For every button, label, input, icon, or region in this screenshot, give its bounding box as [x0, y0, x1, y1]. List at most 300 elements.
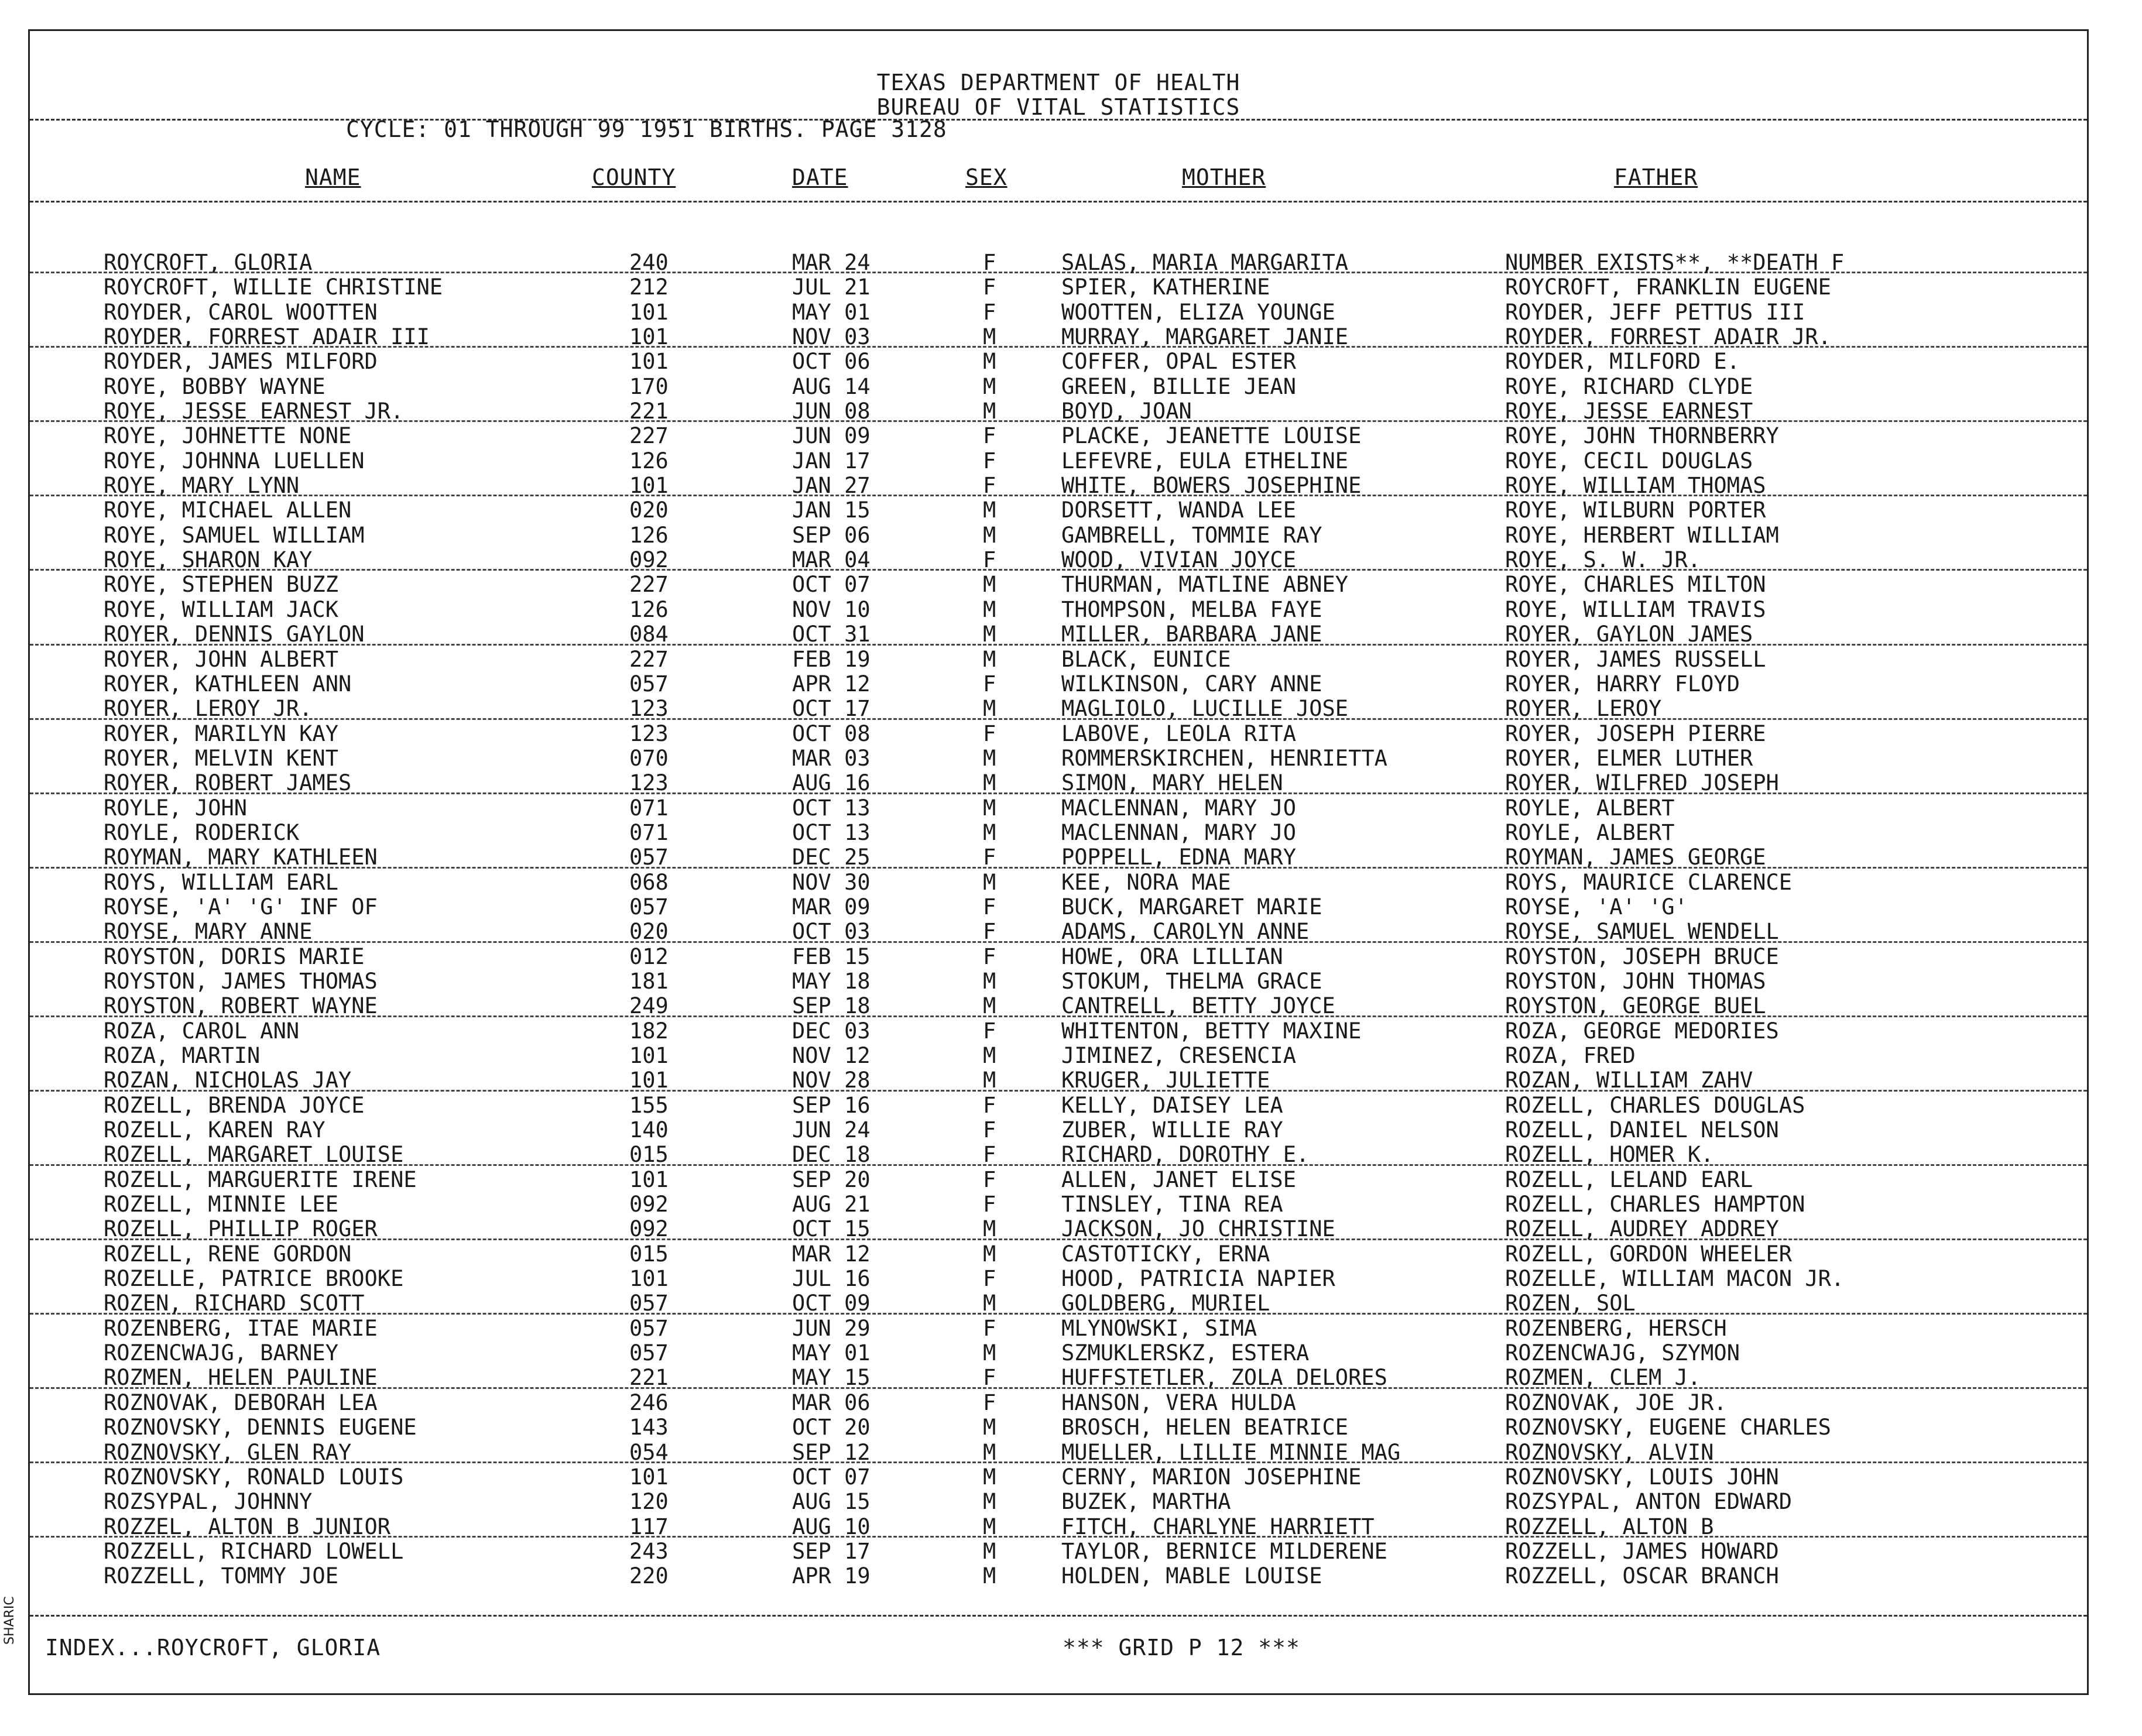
cell-mother: THOMPSON, MELBA FAYE — [1061, 596, 1322, 622]
cell-county: 101 — [629, 1167, 669, 1192]
cell-date: SEP 16 — [792, 1092, 870, 1118]
cell-father: ROYER, JAMES RUSSELL — [1505, 646, 1766, 672]
table-row — [30, 1042, 2087, 1066]
cell-date: JUN 08 — [792, 399, 870, 424]
cell-county: 101 — [629, 324, 669, 350]
cell-county: 020 — [629, 919, 669, 945]
cell-father: ROYE, CHARLES MILTON — [1505, 572, 1766, 598]
cell-sex: M — [983, 373, 996, 399]
cell-mother: ZUBER, WILLIE RAY — [1061, 1117, 1283, 1143]
cell-county: 070 — [629, 745, 669, 771]
cell-county: 068 — [629, 869, 669, 895]
cell-mother: COFFER, OPAL ESTER — [1061, 349, 1296, 375]
cell-name: ROZELL, PHILLIP ROGER — [104, 1216, 378, 1242]
table-row — [30, 843, 2087, 868]
cell-date: FEB 15 — [792, 944, 870, 969]
cell-father: ROZAN, WILLIAM ZAHV — [1505, 1068, 1753, 1093]
cell-county: 057 — [629, 1291, 669, 1316]
table-row — [30, 496, 2087, 521]
table-row — [30, 1066, 2087, 1091]
cell-mother: STOKUM, THELMA GRACE — [1061, 968, 1322, 994]
cell-county: 015 — [629, 1241, 669, 1267]
cell-name: ROYER, LEROY JR. — [104, 696, 313, 722]
cell-name: ROZZEL, ALTON B JUNIOR — [104, 1514, 391, 1539]
table-row — [30, 1166, 2087, 1191]
cell-date: OCT 31 — [792, 622, 870, 647]
cell-sex: M — [983, 498, 996, 523]
cell-name: ROZSYPAL, JOHNNY — [104, 1489, 313, 1515]
table-row — [30, 1463, 2087, 1488]
cell-father: ROZZELL, ALTON B — [1505, 1514, 1714, 1539]
cell-county: 101 — [629, 1043, 669, 1068]
cell-sex: M — [983, 622, 996, 647]
cell-name: ROYSE, MARY ANNE — [104, 919, 313, 945]
cell-county: 057 — [629, 1315, 669, 1341]
sharic-mark: SHARIC — [2, 1596, 17, 1645]
cell-county: 155 — [629, 1092, 669, 1118]
cell-name: ROYE, SHARON KAY — [104, 547, 313, 573]
cell-mother: THURMAN, MATLINE ABNEY — [1061, 572, 1349, 598]
cell-father: ROYE, WILLIAM THOMAS — [1505, 473, 1766, 499]
cell-date: MAR 04 — [792, 547, 870, 573]
cell-county: 126 — [629, 448, 669, 474]
cell-name: ROZMEN, HELEN PAULINE — [104, 1365, 378, 1391]
cell-date: MAR 09 — [792, 894, 870, 920]
cell-sex: F — [983, 894, 996, 920]
cell-county: 143 — [629, 1415, 669, 1440]
cell-mother: ROMMERSKIRCHEN, HENRIETTA — [1061, 745, 1387, 771]
cell-date: JAN 15 — [792, 498, 870, 523]
cell-date: DEC 03 — [792, 1018, 870, 1044]
cell-county: 012 — [629, 944, 669, 969]
cell-father: ROYER, JOSEPH PIERRE — [1505, 721, 1766, 746]
table-row — [30, 720, 2087, 745]
cell-father: ROYLE, ALBERT — [1505, 795, 1675, 821]
cell-date: OCT 07 — [792, 572, 870, 598]
cell-mother: BUCK, MARGARET MARIE — [1061, 894, 1322, 920]
cell-date: MAR 12 — [792, 1241, 870, 1267]
cell-sex: M — [983, 1068, 996, 1093]
cell-father: ROYER, WILFRED JOSEPH — [1505, 770, 1779, 796]
cell-county: 249 — [629, 993, 669, 1019]
cell-mother: KEE, NORA MAE — [1061, 869, 1231, 895]
cell-mother: SALAS, MARIA MARGARITA — [1061, 250, 1349, 275]
cell-father: ROZELL, GORDON WHEELER — [1505, 1241, 1793, 1267]
table-row — [30, 1141, 2087, 1168]
cell-county: 227 — [629, 646, 669, 672]
cell-county: 057 — [629, 1340, 669, 1366]
cell-mother: WILKINSON, CARY ANNE — [1061, 671, 1322, 697]
cell-name: ROZNOVAK, DEBORAH LEA — [104, 1390, 378, 1415]
cell-county: 057 — [629, 845, 669, 870]
record-sheet — [28, 29, 2089, 1695]
cell-county: 092 — [629, 547, 669, 573]
cell-mother: BLACK, EUNICE — [1061, 646, 1231, 672]
cell-date: MAY 01 — [792, 1340, 870, 1366]
cell-sex: M — [983, 869, 996, 895]
cell-name: ROYMAN, MARY KATHLEEN — [104, 845, 378, 870]
table-row — [30, 1389, 2087, 1413]
cell-sex: F — [983, 1315, 996, 1341]
cell-county: 101 — [629, 349, 669, 375]
cell-father: ROYE, JESSE EARNEST — [1505, 399, 1753, 424]
table-row — [30, 1364, 2087, 1391]
table-row — [30, 620, 2087, 645]
cell-father: ROYDER, JEFF PETTUS III — [1505, 299, 1805, 325]
cell-name: ROYLE, JOHN — [104, 795, 248, 821]
table-row — [30, 373, 2087, 397]
column-header-county: COUNTY — [592, 164, 676, 190]
cell-sex: F — [983, 1018, 996, 1044]
column-header-father: FATHER — [1614, 164, 1698, 190]
cell-sex: M — [983, 1464, 996, 1490]
cell-mother: JIMINEZ, CRESENCIA — [1061, 1043, 1296, 1068]
table-row — [30, 1562, 2087, 1587]
table-row — [30, 323, 2087, 348]
cell-sex: F — [983, 1390, 996, 1415]
cell-father: ROYER, GAYLON JAMES — [1505, 622, 1753, 647]
cell-date: NOV 03 — [792, 324, 870, 350]
cell-county: 221 — [629, 1365, 669, 1391]
cell-date: JUN 09 — [792, 423, 870, 449]
cell-county: 101 — [629, 1464, 669, 1490]
table-row — [30, 447, 2087, 472]
table-row — [30, 1413, 2087, 1438]
cell-name: ROYE, JOHNNA LUELLEN — [104, 448, 365, 474]
cell-date: NOV 10 — [792, 596, 870, 622]
cell-mother: KRUGER, JULIETTE — [1061, 1068, 1270, 1093]
cell-county: 015 — [629, 1142, 669, 1168]
table-row — [30, 273, 2087, 298]
cell-sex: M — [983, 1514, 996, 1539]
cell-father: ROZZELL, OSCAR BRANCH — [1505, 1563, 1779, 1589]
cell-father: ROYSE, 'A' 'G' — [1505, 894, 1688, 920]
cell-mother: ADAMS, CAROLYN ANNE — [1061, 919, 1310, 945]
cell-sex: F — [983, 547, 996, 573]
table-row — [30, 918, 2087, 945]
table-row — [30, 646, 2087, 670]
cell-date: AUG 14 — [792, 373, 870, 399]
cell-mother: LEFEVRE, EULA ETHELINE — [1061, 448, 1349, 474]
cell-mother: MILLER, BARBARA JANE — [1061, 622, 1322, 647]
cell-sex: M — [983, 1538, 996, 1564]
cell-county: 123 — [629, 721, 669, 746]
cell-date: APR 12 — [792, 671, 870, 697]
cell-county: 227 — [629, 423, 669, 449]
department-title: TEXAS DEPARTMENT OF HEALTH — [876, 70, 1240, 95]
cell-name: ROYE, JOHNETTE NONE — [104, 423, 352, 449]
cell-sex: M — [983, 1340, 996, 1366]
cell-mother: MLYNOWSKI, SIMA — [1061, 1315, 1257, 1341]
cell-mother: HOOD, PATRICIA NAPIER — [1061, 1266, 1335, 1292]
cell-sex: M — [983, 522, 996, 548]
cell-father: ROYMAN, JAMES GEORGE — [1505, 845, 1766, 870]
cell-name: ROYE, JESSE EARNEST JR. — [104, 399, 404, 424]
cell-date: MAR 03 — [792, 745, 870, 771]
cycle-page-info: CYCLE: 01 THROUGH 99 1951 BIRTHS. PAGE 3128 — [346, 116, 947, 142]
cell-date: NOV 12 — [792, 1043, 870, 1068]
table-row — [30, 522, 2087, 546]
cell-sex: M — [983, 596, 996, 622]
cell-sex: F — [983, 944, 996, 969]
cell-mother: WHITENTON, BETTY MAXINE — [1061, 1018, 1362, 1044]
table-row — [30, 571, 2087, 598]
cell-sex: M — [983, 324, 996, 350]
cell-father: ROYER, HARRY FLOYD — [1505, 671, 1740, 697]
cell-mother: PLACKE, JEANETTE LOUISE — [1061, 423, 1362, 449]
cell-name: ROYE, MARY LYNN — [104, 473, 300, 499]
cell-name: ROZELL, RENE GORDON — [104, 1241, 352, 1267]
cell-name: ROYCROFT, WILLIE CHRISTINE — [104, 275, 443, 300]
cell-county: 123 — [629, 770, 669, 796]
table-row — [30, 422, 2087, 447]
cell-father: ROZELLE, WILLIAM MACON JR. — [1505, 1266, 1845, 1292]
cell-father: ROYE, CECIL DOUGLAS — [1505, 448, 1753, 474]
cell-sex: F — [983, 299, 996, 325]
cell-sex: F — [983, 845, 996, 870]
cell-name: ROZA, MARTIN — [104, 1043, 261, 1068]
cell-date: SEP 18 — [792, 993, 870, 1019]
table-row — [30, 1191, 2087, 1215]
cell-county: 220 — [629, 1563, 669, 1589]
cell-date: DEC 25 — [792, 845, 870, 870]
cell-mother: GOLDBERG, MURIEL — [1061, 1291, 1270, 1316]
cell-sex: F — [983, 448, 996, 474]
cell-name: ROZZELL, TOMMY JOE — [104, 1563, 338, 1589]
cell-mother: CANTRELL, BETTY JOYCE — [1061, 993, 1335, 1019]
cell-father: ROYDER, FORREST ADAIR JR. — [1505, 324, 1831, 350]
table-row — [30, 596, 2087, 620]
cell-sex: F — [983, 1365, 996, 1391]
cell-date: MAY 18 — [792, 968, 870, 994]
cell-name: ROYE, WILLIAM JACK — [104, 596, 338, 622]
cell-sex: M — [983, 968, 996, 994]
cell-mother: LABOVE, LEOLA RITA — [1061, 721, 1296, 746]
cell-county: 084 — [629, 622, 669, 647]
cell-father: ROZENBERG, HERSCH — [1505, 1315, 1727, 1341]
table-row — [30, 769, 2087, 794]
cell-mother: WOOD, VIVIAN JOYCE — [1061, 547, 1296, 573]
table-row — [30, 1488, 2087, 1515]
table-row — [30, 695, 2087, 722]
cell-mother: GREEN, BILLIE JEAN — [1061, 373, 1296, 399]
cell-mother: SPIER, KATHERINE — [1061, 275, 1270, 300]
cell-county: 240 — [629, 250, 669, 275]
cell-county: 101 — [629, 1068, 669, 1093]
table-row — [30, 794, 2087, 819]
cell-mother: BROSCH, HELEN BEATRICE — [1061, 1415, 1349, 1440]
cell-father: ROZELL, AUDREY ADDREY — [1505, 1216, 1779, 1242]
cell-father: ROZELL, DANIEL NELSON — [1505, 1117, 1779, 1143]
cell-name: ROZELLE, PATRICE BROOKE — [104, 1266, 404, 1292]
cell-mother: ALLEN, JANET ELISE — [1061, 1167, 1296, 1192]
cell-sex: M — [983, 1439, 996, 1465]
cell-county: 182 — [629, 1018, 669, 1044]
cell-father: ROYS, MAURICE CLARENCE — [1505, 869, 1793, 895]
cell-mother: GAMBRELL, TOMMIE RAY — [1061, 522, 1322, 548]
cell-father: ROZNOVAK, JOE JR. — [1505, 1390, 1727, 1415]
cell-sex: M — [983, 819, 996, 845]
cell-name: ROZZELL, RICHARD LOWELL — [104, 1538, 404, 1564]
table-row — [30, 397, 2087, 422]
cell-county: 092 — [629, 1216, 669, 1242]
table-row — [30, 1265, 2087, 1292]
cell-sex: M — [983, 993, 996, 1019]
cell-date: SEP 12 — [792, 1439, 870, 1465]
cell-county: 020 — [629, 498, 669, 523]
table-row — [30, 968, 2087, 992]
cell-name: ROZA, CAROL ANN — [104, 1018, 300, 1044]
cell-county: 101 — [629, 299, 669, 325]
cell-father: ROYSTON, JOSEPH BRUCE — [1505, 944, 1779, 969]
cell-father: ROYER, ELMER LUTHER — [1505, 745, 1753, 771]
cell-date: SEP 06 — [792, 522, 870, 548]
cell-sex: M — [983, 646, 996, 672]
cell-mother: HANSON, VERA HULDA — [1061, 1390, 1296, 1415]
table-row — [30, 869, 2087, 893]
cell-mother: KELLY, DAISEY LEA — [1061, 1092, 1283, 1118]
cell-date: MAR 24 — [792, 250, 870, 275]
cell-sex: M — [983, 1216, 996, 1242]
cell-date: AUG 21 — [792, 1192, 870, 1217]
cell-county: 057 — [629, 894, 669, 920]
cell-date: OCT 03 — [792, 919, 870, 945]
cell-sex: F — [983, 1117, 996, 1143]
cell-date: AUG 16 — [792, 770, 870, 796]
cell-date: NOV 28 — [792, 1068, 870, 1093]
cell-date: OCT 17 — [792, 696, 870, 722]
cell-name: ROYSTON, ROBERT WAYNE — [104, 993, 378, 1019]
cell-father: ROYCROFT, FRANKLIN EUGENE — [1505, 275, 1831, 300]
cell-father: ROZA, FRED — [1505, 1043, 1636, 1068]
cell-county: 120 — [629, 1489, 669, 1515]
cell-mother: MACLENNAN, MARY JO — [1061, 819, 1296, 845]
cell-county: 140 — [629, 1117, 669, 1143]
cell-county: 057 — [629, 671, 669, 697]
cell-name: ROZNOVSKY, RONALD LOUIS — [104, 1464, 404, 1490]
table-row — [30, 1240, 2087, 1265]
cell-sex: M — [983, 770, 996, 796]
cell-mother: MACLENNAN, MARY JO — [1061, 795, 1296, 821]
cell-father: ROYE, WILLIAM TRAVIS — [1505, 596, 1766, 622]
cell-county: 101 — [629, 473, 669, 499]
cell-date: OCT 06 — [792, 349, 870, 375]
bureau-title: BUREAU OF VITAL STATISTICS — [876, 94, 1240, 120]
cell-name: ROYSE, 'A' 'G' INF OF — [104, 894, 378, 920]
cell-father: ROZSYPAL, ANTON EDWARD — [1505, 1489, 1793, 1515]
cell-date: DEC 18 — [792, 1142, 870, 1168]
cell-father: ROZELL, LELAND EARL — [1505, 1167, 1753, 1192]
cell-county: 092 — [629, 1192, 669, 1217]
cell-name: ROYSTON, JAMES THOMAS — [104, 968, 378, 994]
cell-date: JUL 16 — [792, 1266, 870, 1292]
cell-date: AUG 15 — [792, 1489, 870, 1515]
cell-date: APR 19 — [792, 1563, 870, 1589]
cell-sex: M — [983, 349, 996, 375]
cell-name: ROZNOVSKY, GLEN RAY — [104, 1439, 352, 1465]
cell-sex: F — [983, 423, 996, 449]
cell-name: ROYE, BOBBY WAYNE — [104, 373, 325, 399]
cell-sex: F — [983, 1266, 996, 1292]
table-row — [30, 745, 2087, 769]
cell-sex: M — [983, 745, 996, 771]
cell-sex: F — [983, 250, 996, 275]
cell-name: ROYS, WILLIAM EARL — [104, 869, 338, 895]
cell-father: ROYE, JOHN THORNBERRY — [1505, 423, 1779, 449]
cell-name: ROYER, JOHN ALBERT — [104, 646, 338, 672]
cell-county: 126 — [629, 596, 669, 622]
cell-date: JUN 24 — [792, 1117, 870, 1143]
cell-date: OCT 13 — [792, 795, 870, 821]
cell-father: ROYSE, SAMUEL WENDELL — [1505, 919, 1779, 945]
table-row — [30, 992, 2087, 1017]
cell-father: ROZELL, CHARLES DOUGLAS — [1505, 1092, 1805, 1118]
cell-name: ROYSTON, DORIS MARIE — [104, 944, 365, 969]
cell-county: 071 — [629, 819, 669, 845]
cell-county: 227 — [629, 572, 669, 598]
cell-name: ROZENCWAJG, BARNEY — [104, 1340, 338, 1366]
cell-sex: M — [983, 696, 996, 722]
cell-sex: F — [983, 1092, 996, 1118]
cell-date: OCT 20 — [792, 1415, 870, 1440]
cell-mother: MAGLIOLO, LUCILLE JOSE — [1061, 696, 1349, 722]
cell-father: ROYDER, MILFORD E. — [1505, 349, 1740, 375]
cell-county: 117 — [629, 1514, 669, 1539]
cell-sex: F — [983, 919, 996, 945]
cell-sex: M — [983, 1489, 996, 1515]
cell-name: ROYCROFT, GLORIA — [104, 250, 313, 275]
cell-county: 126 — [629, 522, 669, 548]
cell-father: ROZA, GEORGE MEDORIES — [1505, 1018, 1779, 1044]
cell-father: ROZELL, HOMER K. — [1505, 1142, 1714, 1168]
cell-date: OCT 13 — [792, 819, 870, 845]
cell-name: ROZELL, MINNIE LEE — [104, 1192, 338, 1217]
cell-sex: M — [983, 1415, 996, 1440]
table-row — [30, 1017, 2087, 1042]
cell-mother: HUFFSTETLER, ZOLA DELORES — [1061, 1365, 1387, 1391]
table-row — [30, 1092, 2087, 1116]
cell-father: ROYE, WILBURN PORTER — [1505, 498, 1766, 523]
table-row — [30, 472, 2087, 499]
cell-date: OCT 07 — [792, 1464, 870, 1490]
index-label: INDEX...ROYCROFT, GLORIA — [45, 1635, 381, 1660]
table-row — [30, 546, 2087, 571]
cell-date: JAN 17 — [792, 448, 870, 474]
cell-mother: TINSLEY, TINA REA — [1061, 1192, 1283, 1217]
cell-name: ROZEN, RICHARD SCOTT — [104, 1291, 365, 1316]
table-row — [30, 1215, 2087, 1240]
cell-mother: CASTOTICKY, ERNA — [1061, 1241, 1270, 1267]
cell-date: FEB 19 — [792, 646, 870, 672]
cell-name: ROYDER, CAROL WOOTTEN — [104, 299, 378, 325]
cell-mother: JACKSON, JO CHRISTINE — [1061, 1216, 1335, 1242]
cell-name: ROYE, STEPHEN BUZZ — [104, 572, 338, 598]
cell-county: 221 — [629, 399, 669, 424]
header-divider-bottom — [30, 201, 2087, 203]
cell-sex: F — [983, 275, 996, 300]
cell-father: NUMBER EXISTS**, **DEATH F — [1505, 250, 1845, 275]
cell-mother: RICHARD, DOROTHY E. — [1061, 1142, 1310, 1168]
cell-sex: M — [983, 399, 996, 424]
cell-name: ROZELL, MARGARET LOUISE — [104, 1142, 404, 1168]
cell-date: JUL 21 — [792, 275, 870, 300]
column-header-mother: MOTHER — [1182, 164, 1266, 190]
table-row — [30, 1439, 2087, 1463]
column-header-name: NAME — [305, 164, 361, 190]
cell-mother: WHITE, BOWERS JOSEPHINE — [1061, 473, 1362, 499]
cell-county: 101 — [629, 1266, 669, 1292]
cell-date: JUN 29 — [792, 1315, 870, 1341]
